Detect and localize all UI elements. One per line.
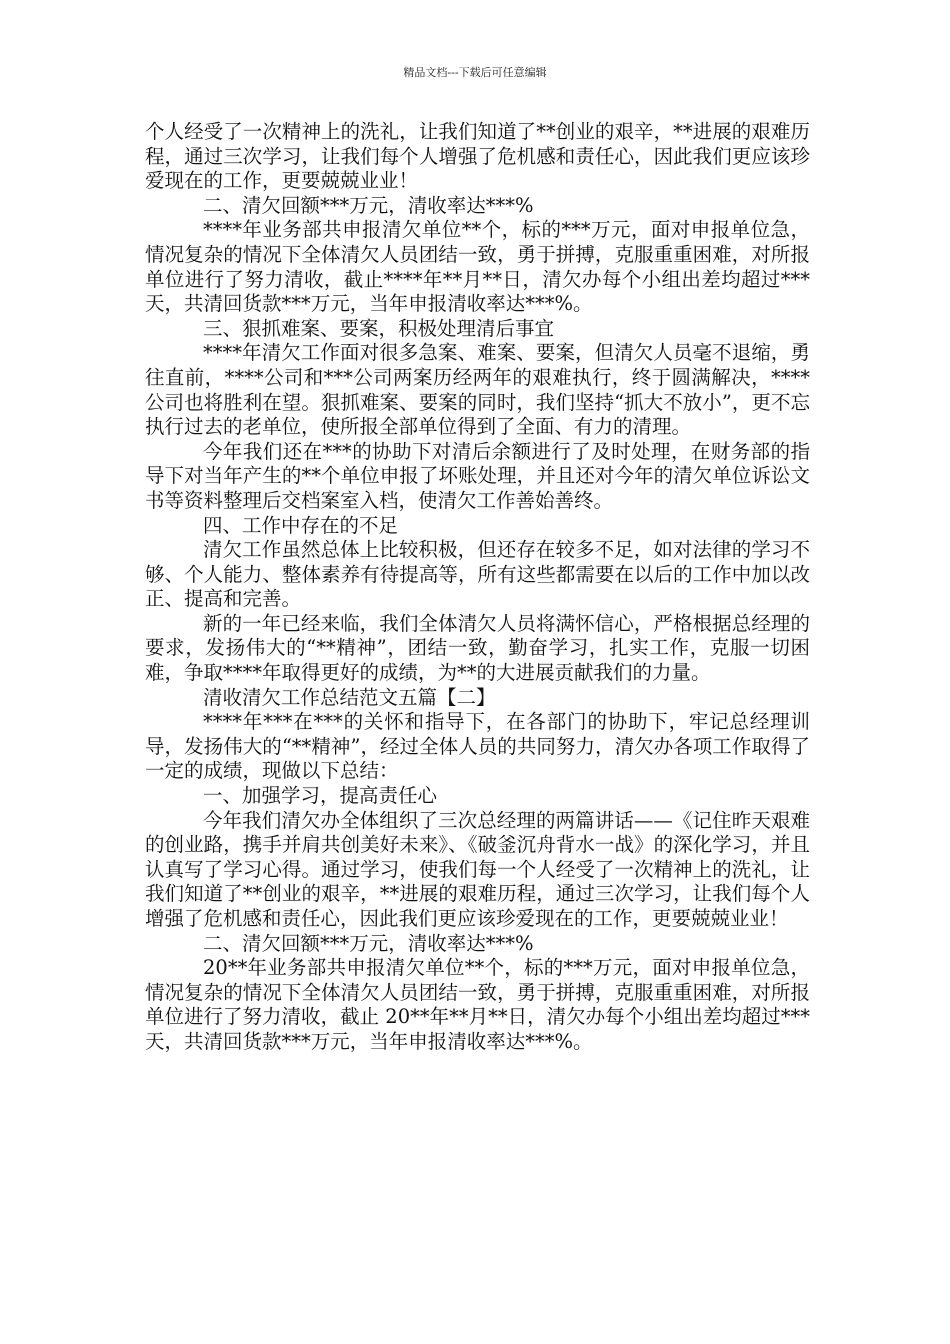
paragraph: 新的一年已经来临，我们全体清欠人员将满怀信心，严格根据总经理的要求，发扬伟大的“**精神”，团结一致，勤奋学习，扎实工作，克服一切困难，争取****年取得更好的成绩，为**的大进展贡献我们的力量。 <box>145 611 810 685</box>
paragraph: ****年***在***的关怀和指导下，在各部门的协助下，牢记总经理训导，发扬伟大的“**精神”，经过全体人员的共同努力，清欠办各项工作取得了一定的成绩，现做以下总结： <box>145 710 810 783</box>
paragraph: ****年业务部共申报清欠单位**个，标的***万元，面对申报单位急，情况复杂的情况下全体清欠人员团结一致，勇于拼搏，克服重重困难，对所报单位进行了努力清收，截止****年**月**日，清欠办每个小组出差均超过***天，共清回货款***万元，当年申报清收率达***%。 <box>145 218 810 316</box>
page-header: 精品文档---下载后可任意编辑 <box>403 66 547 79</box>
section-heading: 二、清欠回额***万元，清收率达***% <box>203 931 534 955</box>
section-heading: 二、清欠回额***万元，清收率达***% <box>203 193 534 217</box>
document-body <box>145 120 810 1055</box>
paragraph: 清欠工作虽然总体上比较积极，但还存在较多不足，如对法律的学习不够、个人能力、整体素养有待提高等，所有这些都需要在以后的工作中加以改正、提高和完善。 <box>145 538 810 611</box>
paragraph: 20**年业务部共申报清欠单位**个，标的***万元，面对申报单位急，情况复杂的情况下全体清欠人员团结一致，勇于拼搏，克服重重困难，对所报单位进行了努力清收，截止 20**年**月**日，清欠办每个小组出差均超过***天，共清回货款***万元，当年申报清收率达***%。 <box>145 956 810 1053</box>
paragraph: ****年清欠工作面对很多急案、难案、要案，但清欠人员毫不退缩，勇往直前，****公司和***公司两案历经两年的艰难执行，终于圆满解决，****公司也将胜利在望。狠抓难案、要案的同时，我们坚持“抓大不放小”，更不忘执行过去的老单位，使所报全部单位得到了全面、有力的清理。 <box>145 341 810 439</box>
paragraph: 今年我们还在***的协助下对清后余额进行了及时处理，在财务部的指导下对当年产生的**个单位申报了坏账处理，并且还对今年的清欠单位诉讼文书等资料整理后交档案室入档，使清欠工作善始善终。 <box>145 439 810 512</box>
article-title: 清收清欠工作总结范文五篇【二】 <box>203 685 496 709</box>
paragraph: 个人经受了一次精神上的洗礼，让我们知道了**创业的艰辛，**进展的艰难历程，通过三次学习，让我们每个人增强了危机感和责任心，因此我们更应该珍爱现在的工作，更要兢兢业业！ <box>145 120 810 193</box>
section-heading: 四、工作中存在的不足 <box>203 513 399 537</box>
section-heading: 一、加强学习，提高责任心 <box>203 784 438 808</box>
paragraph: 今年我们清欠办全体组织了三次总经理的两篇讲话——《记住昨天艰难的创业路，携手并肩共创美好未来》、《破釜沉舟背水一战》的深化学习，并且认真写了学习心得。通过学习，使我们每一个人经受了一次精神上的洗礼，让我们知道了**创业的艰辛，**进展的艰难历程，通过三次学习，让我们每个人增强了危机感和责任心，因此我们更应该珍爱现在的工作，更要兢兢业业！ <box>145 808 810 930</box>
section-heading: 三、狠抓难案、要案，积极处理清后事宜 <box>203 316 555 340</box>
